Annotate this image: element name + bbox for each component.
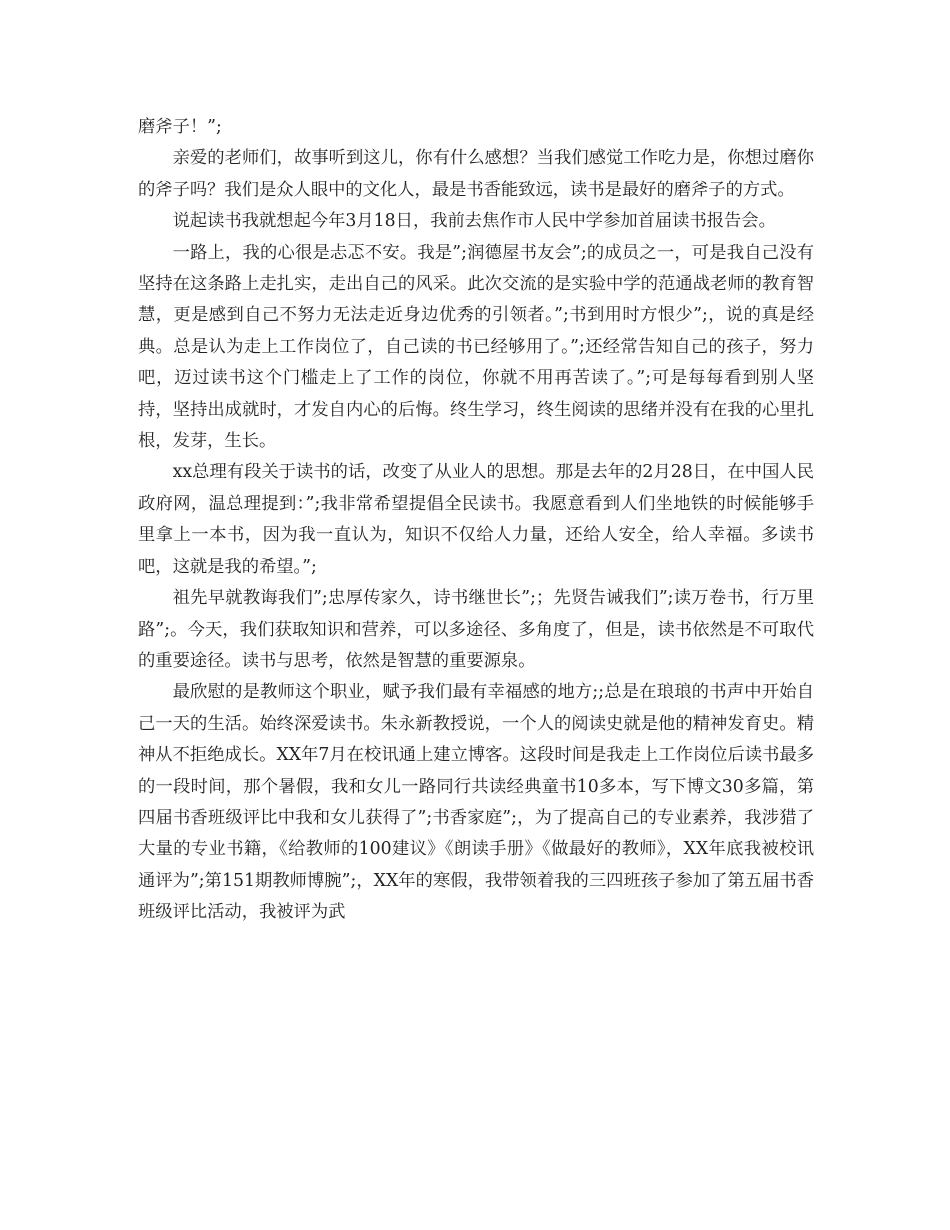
paragraph-premier-quote: xx总理有段关于读书的话，改变了从业人的思想。那是去年的2月28日，在中国人民政府网，温总理提到：”;我非常希望提倡全民读书。我愿意看到人们坐地铁的时候能够手里拿上一本书，因为我一直认为，知识不仅给人力量，还给人安全，给人幸福。多读书吧，这就是我的希望。”;: [138, 462, 814, 577]
paragraph-ancestors: 祖先早就教诲我们”;忠厚传家久，诗书继世长”;；先贤告诫我们”;读万卷书，行万里路”;。今天，我们获取知识和营养，可以多途径、多角度了，但是，读书依然是不可取代的重要途径。读书与思考，依然是智慧的重要源泉。: [138, 588, 814, 671]
paragraph-continuation: 磨斧子！”;: [138, 117, 222, 137]
document-body: [138, 112, 814, 929]
paragraph-reading-meeting: 说起读书我就想起今年3月18日，我前去焦作市人民中学参加首届读书报告会。: [172, 211, 776, 232]
paragraph-journey: 一路上，我的心很是忐忑不安。我是”;润德屋书友会”;的成员之一，可是我自己没有坚持在这条路上走扎实，走出自己的风采。此次交流的是实验中学的范通战老师的教育智慧，更是感到自己不努力无法走近身边优秀的引领者。”;书到用时方恨少”;，说的真是经典。总是认为走上工作岗位了，自己读的书已经够用了。”;还经常告知自己的孩子，努力吧，迈过读书这个门槛走上了工作的岗位，你就不用再苦读了。”;可是每每看到别人坚持，坚持出成就时，才发自内心的后悔。终生学习，终生阅读的思绪并没有在我的心里扎根，发芽，生长。: [138, 242, 814, 452]
paragraph-teacher-profession: 最欣慰的是教师这个职业，赋予我们最有幸福感的地方;;总是在琅琅的书声中开始自己一天的生活。始终深爱读书。朱永新教授说，一个人的阅读史就是他的精神发育史。精神从不拒绝成长。XX年7月在校讯通上建立博客。这段时间是我走上工作岗位后读书最多的一段时间，那个暑假，我和女儿一路同行共读经典童书10多本，写下博文30多篇，第四届书香班级评比中我和女儿获得了”;书香家庭”;，为了提高自己的专业素养，我涉猎了大量的专业书籍，《给教师的100建议》《朗读手册》《做最好的教师》，XX年底我被校讯通评为”;第151期教师博腕”;，XX年的寒假，我带领着我的三四班孩子参加了第五届书香班级评比活动，我被评为武: [138, 682, 814, 923]
paragraph-axe-reflection: 亲爱的老师们，故事听到这儿，你有什么感想？当我们感觉工作吃力是，你想过磨你的斧子吗？我们是众人眼中的文化人，最是书香能致远，读书是最好的磨斧子的方式。: [138, 148, 814, 200]
